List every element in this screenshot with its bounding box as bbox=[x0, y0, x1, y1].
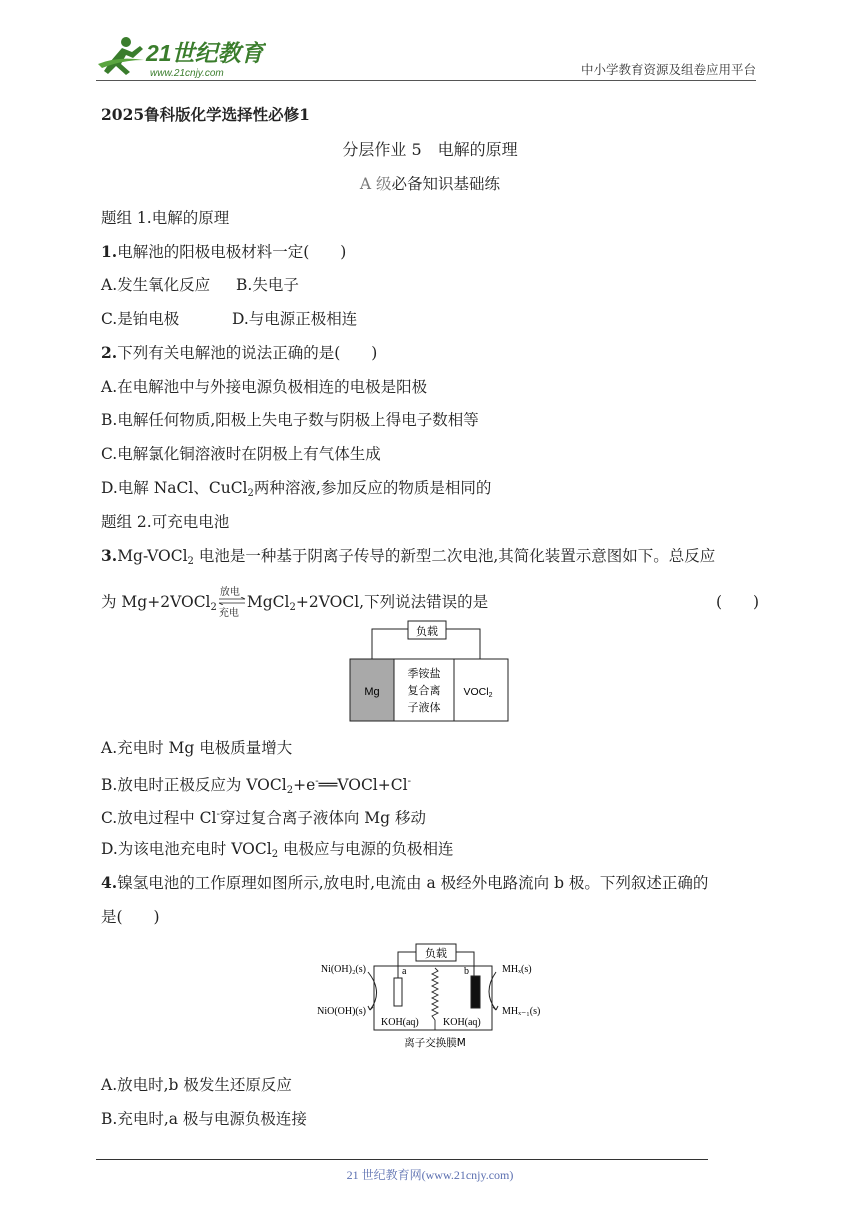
label-mhx-1: MHₓ₋₁(s) bbox=[502, 1006, 541, 1017]
vocl2-label: VOCl2 bbox=[463, 686, 493, 699]
group-1-label: 题组 1. bbox=[101, 209, 152, 227]
mg-vocl2-battery-diagram bbox=[348, 619, 510, 723]
site-logo bbox=[96, 34, 266, 82]
q2-stem bbox=[101, 343, 377, 363]
q3-option-b: B.放电时正极反应为 VOCl$_2$+e-══VOCl+Cl- bbox=[101, 776, 411, 796]
header-platform-text: 中小学教育资源及组卷应用平台 bbox=[580, 62, 756, 77]
q2-option-a: A.在电解池中与外接电源负极相连的电极是阳极 bbox=[101, 378, 428, 396]
nimh-battery-diagram bbox=[298, 936, 568, 1058]
q1-option-b: B.失电子 bbox=[236, 276, 299, 294]
q4-option-b: B.充电时,a 极与电源负极连接 bbox=[101, 1110, 307, 1128]
q3-option-c: C.放电过程中 Cl-穿过复合离子液体向 Mg 移动 bbox=[101, 809, 427, 827]
header-divider bbox=[96, 80, 756, 81]
level-title: 必备知识基础练 bbox=[391, 175, 501, 193]
q3-stem-line-1: 3.Mg-VOCl$_2$ 电池是一种基于阴离子传导的新型二次电池,其简化装置示意图如下。总反应 bbox=[101, 546, 716, 567]
middle-label-3: 子液体 bbox=[407, 701, 441, 714]
group-1-heading bbox=[101, 208, 229, 228]
level-prefix: A 级 bbox=[359, 175, 392, 193]
label-a: a bbox=[402, 966, 407, 977]
level-heading bbox=[0, 174, 860, 194]
electrode-a bbox=[394, 978, 402, 1006]
q3-number: 3. bbox=[101, 546, 118, 565]
label-nioh2: Ni(OH)₂(s) bbox=[320, 964, 366, 975]
logo-text: 21世纪教育 bbox=[146, 40, 264, 66]
q3-stem-line-2: 为 Mg+2VOCl$_2$ 放电 充电 MgCl$_2$+2VOCl,下列说法错误的是 bbox=[101, 587, 489, 619]
mg-label: Mg bbox=[364, 686, 380, 698]
load-label-2: 负载 bbox=[425, 947, 447, 960]
q3-answer-paren: ( ) bbox=[716, 593, 760, 611]
q2-text: 下列有关电解池的说法正确的是( ) bbox=[117, 344, 378, 362]
q4-option-a: A.放电时,b 极发生还原反应 bbox=[101, 1076, 292, 1094]
footer-text[interactable]: 21 世纪教育网(www.21cnjy.com) bbox=[346, 1168, 514, 1182]
group-1-title: 电解的原理 bbox=[151, 209, 230, 227]
q1-stem bbox=[101, 242, 346, 262]
group-2-heading bbox=[101, 512, 229, 532]
middle-label-2: 复合离 bbox=[407, 684, 441, 697]
q2-option-d: D.电解 NaCl、CuCl$_2$两种溶液,参加反应的物质是相同的 bbox=[101, 479, 492, 499]
group-2-title: 可充电电池 bbox=[151, 513, 230, 531]
reversible-arrow: 放电 充电 bbox=[217, 593, 247, 613]
footer-divider bbox=[96, 1159, 708, 1160]
load-label: 负载 bbox=[416, 625, 438, 638]
q4-number: 4. bbox=[101, 873, 118, 892]
label-b: b bbox=[464, 966, 469, 977]
q2-option-c: C.电解氯化铜溶液时在阴极上有气体生成 bbox=[101, 445, 381, 463]
group-2-label: 题组 2. bbox=[101, 513, 152, 531]
q1-text: 电解池的阳极电极材料一定( ) bbox=[117, 243, 347, 261]
q3-option-a: A.充电时 Mg 电极质量增大 bbox=[101, 739, 293, 757]
q3-option-d: D.为该电池充电时 VOCl$_2$ 电极应与电源的负极相连 bbox=[101, 840, 454, 860]
koh-left-label: KOH(aq) bbox=[381, 1017, 419, 1028]
page-header bbox=[0, 0, 860, 90]
q4-stem-line-2: 是( ) bbox=[101, 908, 160, 926]
label-niooh: NiO(OH)(s) bbox=[317, 1006, 366, 1017]
koh-right-label: KOH(aq) bbox=[443, 1017, 481, 1028]
membrane-label: 离子交换膜M bbox=[404, 1037, 466, 1049]
q1-option-d: D.与电源正极相连 bbox=[232, 310, 358, 328]
logo-url: www.21cnjy.com bbox=[150, 68, 224, 79]
electrode-b bbox=[471, 976, 480, 1008]
label-mhx: MHₓ(s) bbox=[502, 964, 532, 975]
book-title: 2025鲁科版化学选择性必修1 bbox=[101, 105, 310, 124]
middle-label-1: 季铵盐 bbox=[407, 667, 441, 680]
q4-stem-line-1: 4.镍氢电池的工作原理如图所示,放电时,电流由 a 极经外电路流向 b 极。下列叙述正确的 bbox=[101, 873, 709, 892]
q2-option-b: B.电解任何物质,阳极上失电子数与阴极上得电子数相等 bbox=[101, 411, 479, 429]
q1-number: 1. bbox=[101, 242, 118, 261]
q1-option-c: C.是铂电极 bbox=[101, 310, 180, 328]
q1-option-a: A.发生氧化反应 bbox=[101, 276, 211, 294]
assignment-title: 分层作业 5 电解的原理 bbox=[342, 140, 518, 159]
q2-number: 2. bbox=[101, 343, 118, 362]
